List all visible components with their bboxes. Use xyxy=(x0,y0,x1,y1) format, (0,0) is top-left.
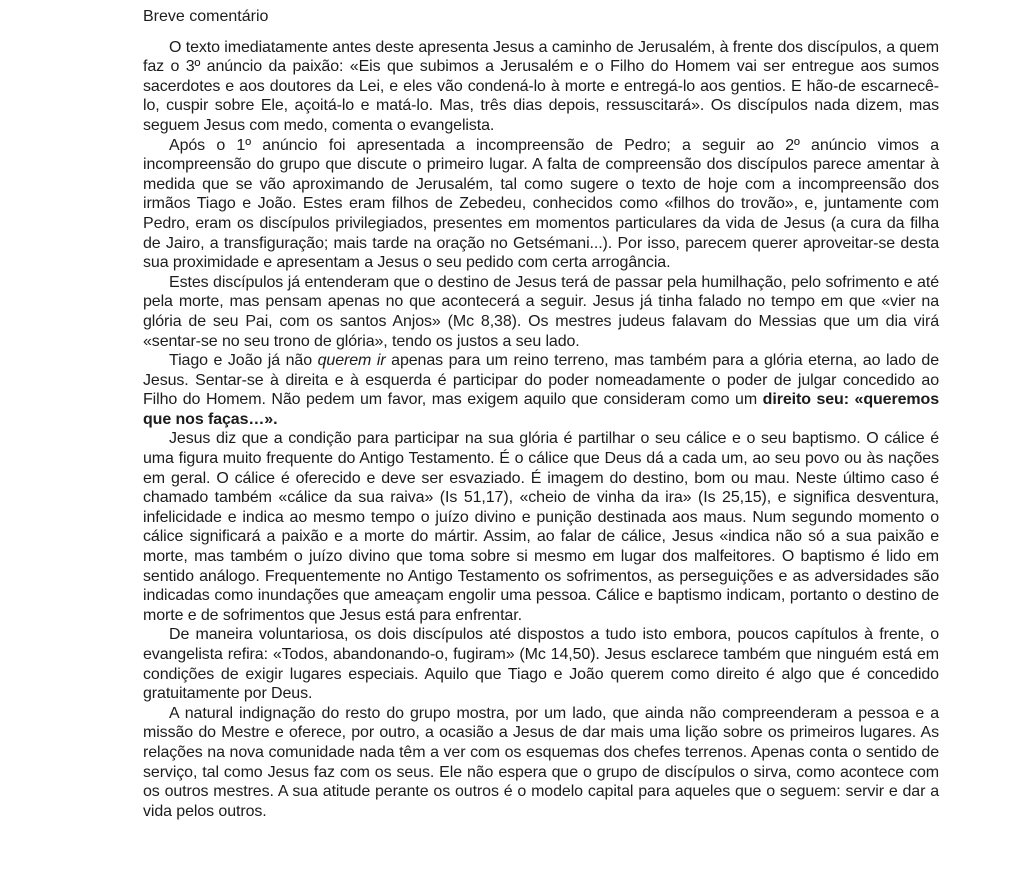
paragraph-3-text: Estes discípulos já entenderam que o destino de Jesus terá de passar pela humilhação, pelo sofrimento e até pela morte, mas pensam apenas no que acontecerá a seguir. Jesus já tinha falado no tempo em que «vier na glória de seu Pai, com os santos Anjos» (Mc 8,38). Os mestres judeus falavam do Messias que um dia virá «sentar-se no seu trono de glória», tendo os justos a seu lado. xyxy=(143,273,939,350)
paragraph-1 xyxy=(143,38,939,136)
paragraph-4-italic-phrase: querem ir xyxy=(317,352,386,370)
paragraph-2-text: Após o 1º anúncio foi apresentada a incompreensão de Pedro; a seguir ao 2º anúncio vimos a incompreensão do grupo que discute o primeiro lugar. A falta de compreensão dos discípulos parece amentar à medida que se vão aproximando de Jerusalém, tal como sugere o texto de hoje com a incompreensão dos irmãos Tiago e João. Estes eram filhos de Zebedeu, conhecidos como «filhos do trovão», e, juntamente com Pedro, eram os discípulos privilegiados, presentes em momentos particulares da vida de Jesus (a cura da filha de Jairo, a transfiguração; mais tarde na oração no Getsémani...). Por isso, parecem querer aproveitar-se desta sua proximidade e apresentam a Jesus o seu pedido com certa arrogância. xyxy=(143,136,939,272)
paragraph-1-text: O texto imediatamente antes deste apresenta Jesus a caminho de Jerusalém, à frente dos discípulos, a quem faz o 3º anúncio da paixão: «Eis que subimos a Jerusalém e o Filho do Homem vai ser entregue aos sumos sacerdotes e aos doutores da Lei, e eles vão condená-lo à morte e entregá-lo aos gentios. E hão-de escarnecê-lo, cuspir sobre Ele, açoitá-lo e matá-lo. Mas, três dias depois, ressuscitará». Os discípulos nada dizem, mas seguem Jesus com medo, comenta o evangelista. xyxy=(143,38,939,134)
paragraph-7-text: A natural indignação do resto do grupo mostra, por um lado, que ainda não compreenderam a pessoa e a missão do Mestre e oferece, por outro, a ocasião a Jesus de dar mais uma lição sobre os primeiros lugares. As relações na nova comunidade nada têm a ver com os esquemas dos chefes terrenos. Apenas conta o sentido de serviço, tal como Jesus faz com os seus. Ele não espera que o grupo de discípulos o sirva, como acontece com os outros mestres. A sua atitude perante os outros é o modelo capital para aqueles que o seguem: servir e dar a vida pelos outros. xyxy=(143,704,939,820)
paragraph-5-text: Jesus diz que a condição para participar na sua glória é partilhar o seu cálice e o seu baptismo. O cálice é uma figura muito frequente do Antigo Testamento. É o cálice que Deus dá a cada um, ao seu povo ou às nações em geral. O cálice é oferecido e deve ser esvaziado. É imagem do destino, bom ou mau. Neste último caso é chamado também «cálice da sua raiva» (Is 51,17), «cheio de vinha da ira» (Is 25,15), e significa desventura, infelicidade e indica ao mesmo tempo o juízo divino e punição destinada aos maus. Num segundo momento o cálice significará a paixão e a morte do mártir. Assim, ao falar de cálice, Jesus «indica não só a sua paixão e morte, mas também o juízo divino que toma sobre si mesmo em lugar dos malfeitores. O baptismo é lido em sentido análogo. Frequentemente no Antigo Testamento os sofrimentos, as perseguições e as adversidades são indicadas como inundações que ameaçam engolir uma pessoa. Cálice e baptismo indicam, portanto o destino de morte e de sofrimentos que Jesus está para enfrentar. xyxy=(143,430,939,624)
paragraph-4-text: Tiago e João já não xyxy=(169,352,318,370)
paragraph-6 xyxy=(143,625,939,703)
paragraph-4 xyxy=(143,351,939,429)
paragraph-4-bold-phrase: direito seu: «queremos que nos faças…». xyxy=(143,391,939,428)
document-title: Breve comentário xyxy=(143,8,269,25)
document-page xyxy=(143,7,939,821)
paragraph-2 xyxy=(143,136,939,273)
paragraph-7 xyxy=(143,704,939,822)
paragraph-5 xyxy=(143,429,939,625)
paragraph-6-text: De maneira voluntariosa, os dois discípulos até dispostos a tudo isto embora, poucos capítulos à frente, o evangelista refira: «Todos, abandonando-o, fugiram» (Mc 14,50). Jesus esclarece também que ninguém está em condições de exigir lugares especiais. Aquilo que Tiago e João querem como direito é algo que é concedido gratuitamente por Deus. xyxy=(143,626,939,703)
paragraph-3 xyxy=(143,273,939,351)
paragraph-4-text-continued: apenas para um reino terreno, mas também para a glória eterna, ao lado de Jesus. Sentar-se à direita e à esquerda é participar do poder nomeadamente o poder de julgar concedido ao Filho do Homem. Não pedem um favor, mas exigem aquilo que consideram como um xyxy=(143,352,940,409)
